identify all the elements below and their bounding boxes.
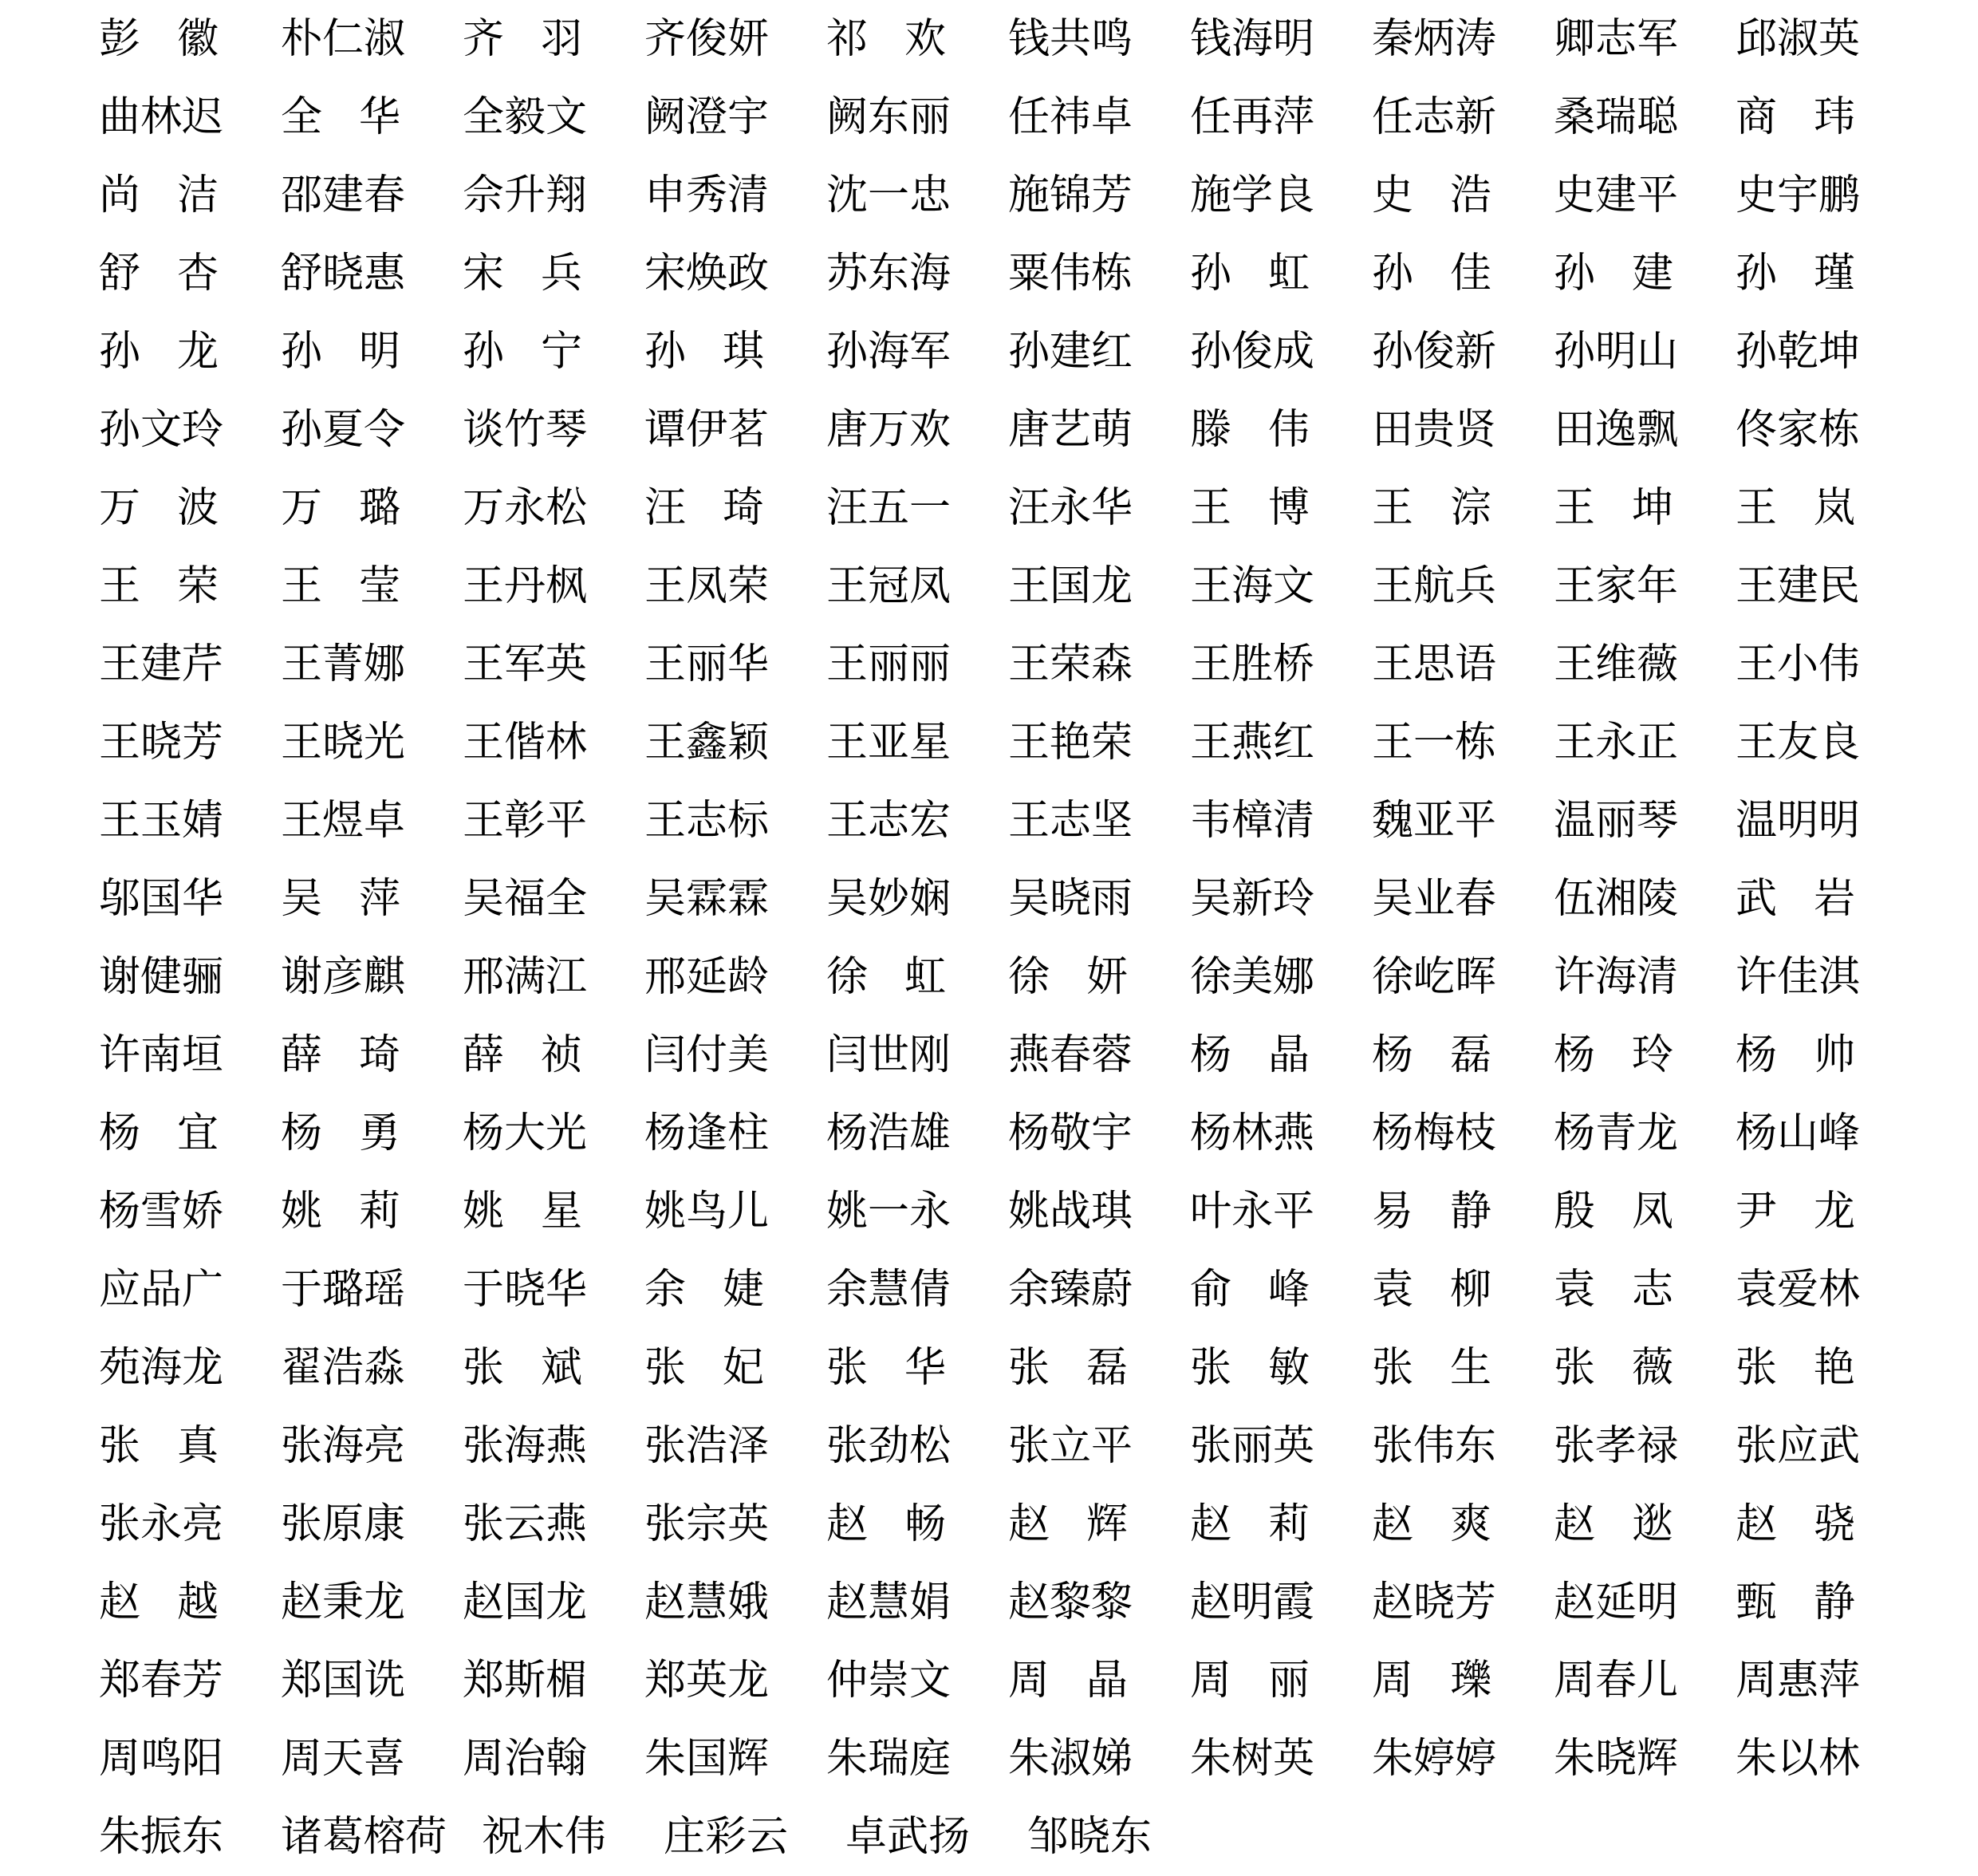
name-entry: 郑国诜 [281,1657,406,1705]
name-entry: 万永松 [463,484,588,532]
name-entry: 杨 晶 [1190,1031,1310,1079]
name-entry: 孙 琪 [644,328,764,376]
name-entry: 张应武 [1736,1422,1861,1470]
name-entry: 张 磊 [1008,1344,1128,1392]
name-entry: 孙建红 [1008,328,1133,376]
name-entry: 齐 羽 [463,15,582,63]
name-entry: 余慧倩 [826,1266,952,1314]
name-entry: 姚战琪 [1008,1188,1133,1236]
name-entry: 邢满江 [463,953,588,1001]
name-entry: 于晓华 [463,1266,588,1314]
name-entry: 阙澄宇 [644,93,770,141]
name-entry: 谢健骊 [99,953,224,1001]
name-entry: 周 丽 [1190,1657,1310,1705]
name-entry: 王航兵 [1372,562,1497,610]
name-entry: 桑瑞聪 [1554,93,1679,141]
name-entry: 尹 龙 [1736,1188,1855,1236]
name-entry: 滕 伟 [1190,406,1310,454]
name-entry: 曲林迟 [99,93,224,141]
name-entry: 王丹枫 [463,562,588,610]
name-entry: 史建平 [1554,171,1679,219]
name-row [0,313,1978,391]
name-entry: 朴仁淑 [281,15,406,63]
name-row [0,469,1978,547]
name-row [0,625,1978,704]
name-entry: 孙 龙 [99,328,219,376]
name-row [0,1094,1978,1172]
name-entry: 赵明霞 [1190,1578,1315,1626]
name-entry: 邬国华 [99,875,224,923]
name-entry: 王晓芳 [99,719,224,767]
name-entry: 佘升翔 [463,171,588,219]
name-entry: 张永亮 [99,1500,224,1548]
name-entry: 王胜桥 [1190,640,1315,688]
name-entry: 郑春芳 [99,1657,224,1705]
name-entry: 孙俊成 [1190,328,1315,376]
name-entry: 王国龙 [1008,562,1133,610]
name-entry: 徐 虹 [826,953,946,1001]
name-row [0,860,1978,938]
name-entry: 燕春蓉 [1008,1031,1133,1079]
name-entry: 舒晓惠 [281,250,406,298]
name-entry: 赵晓芳 [1372,1578,1497,1626]
name-entry: 易 静 [1372,1188,1491,1236]
name-entry: 施锦芳 [1008,171,1133,219]
name-entry: 佟家栋 [1736,406,1861,454]
name-entry: 王海文 [1190,562,1315,610]
name-entry: 徐 妍 [1008,953,1128,1001]
name-row [0,1251,1978,1329]
name-entry: 张海燕 [463,1422,588,1470]
name-entry: 王 博 [1190,484,1310,532]
name-entry: 孙 瑾 [1736,250,1855,298]
name-entry: 王 莹 [281,562,400,610]
name-entry: 秦炳涛 [1372,15,1497,63]
name-entry: 商 玮 [1736,93,1855,141]
name-entry: 王军英 [463,640,588,688]
name-entry: 王亚星 [826,719,952,767]
name-entry: 韦樟清 [1190,797,1315,845]
name-entry: 施学良 [1190,171,1315,219]
name-entry: 全毅文 [463,93,588,141]
name-entry: 杨林燕 [1190,1109,1315,1157]
name-entry: 王家年 [1554,562,1679,610]
name-entry: 殷 凤 [1554,1188,1673,1236]
name-entry: 沈一忠 [826,171,952,219]
name-row [0,391,1978,469]
name-entry: 王燕红 [1190,719,1315,767]
name-entry: 王志标 [644,797,770,845]
name-entry: 张丽英 [1190,1422,1315,1470]
name-entry: 朱淑娣 [1008,1735,1133,1783]
name-row [0,938,1978,1016]
name-entry: 王 岚 [1736,484,1855,532]
name-entry: 任再萍 [1190,93,1315,141]
name-entry: 汪五一 [826,484,952,532]
name-row [0,1172,1978,1251]
name-row [0,547,1978,625]
name-entry: 舒 杏 [99,250,219,298]
name-entry: 邵建春 [281,171,406,219]
name-entry: 朱振东 [99,1813,224,1861]
name-entry: 张 艳 [1736,1344,1855,1392]
name-entry: 庄彩云 [664,1813,789,1861]
name-entry: 王晓光 [281,719,406,767]
name-entry: 王维薇 [1554,640,1679,688]
name-entry: 王建民 [1736,562,1861,610]
name-row [0,1563,1978,1642]
name-entry: 孙 宁 [463,328,582,376]
name-entry: 王丽华 [644,640,770,688]
name-entry: 王玉婧 [99,797,224,845]
name-entry: 魏亚平 [1372,797,1497,845]
name-entry: 王偕林 [463,719,588,767]
name-entry: 赵 骁 [1736,1500,1855,1548]
name-entry: 张宗英 [644,1500,770,1548]
name-entry: 俞 峰 [1190,1266,1310,1314]
name-entry: 杨逢柱 [644,1109,770,1157]
name-entry: 王菁娜 [281,640,406,688]
name-entry: 史宇鹏 [1736,171,1861,219]
name-entry: 余 婕 [644,1266,764,1314]
name-row [0,78,1978,156]
name-entry: 王凤荣 [644,562,770,610]
name-entry: 姚 莉 [281,1188,400,1236]
name-entry: 薛 琦 [281,1031,400,1079]
name-entry: 余臻蔚 [1008,1266,1133,1314]
name-entry: 杨 宜 [99,1109,219,1157]
name-entry: 袁 志 [1554,1266,1673,1314]
name-entry: 赵慧娥 [644,1578,770,1626]
name-entry: 张劲松 [826,1422,952,1470]
name-entry: 田逸飘 [1554,406,1679,454]
name-entry: 王建芹 [99,640,224,688]
name-entry: 王志宏 [826,797,952,845]
name-entry: 谢彦麒 [281,953,406,1001]
name-entry: 许佳淇 [1736,953,1861,1001]
name-entry: 苑海龙 [99,1344,224,1392]
name-row [0,1407,1978,1485]
name-entry: 粟伟栋 [1008,250,1133,298]
name-entry: 许海清 [1554,953,1679,1001]
name-entry: 全 华 [281,93,400,141]
name-entry: 孙明山 [1554,328,1679,376]
name-entry: 张 生 [1372,1344,1491,1392]
name-entry: 郑英龙 [644,1657,770,1705]
name-entry: 邢延龄 [644,953,770,1001]
name-entry: 吴 萍 [281,875,400,923]
name-entry: 闫世刚 [826,1031,952,1079]
name-entry: 杨敬宇 [1008,1109,1133,1157]
name-entry: 吴妙娴 [826,875,952,923]
name-entry: 王志坚 [1008,797,1133,845]
name-entry: 于璐瑶 [281,1266,406,1314]
name-entry: 孙俊新 [1372,328,1497,376]
name-entry: 周天喜 [281,1735,406,1783]
name-entry: 孙 建 [1554,250,1673,298]
name-entry: 赵黎黎 [1008,1578,1133,1626]
name-entry: 朱树英 [1190,1735,1315,1783]
name-entry: 张立平 [1008,1422,1133,1470]
name-row [0,1720,1978,1798]
name-entry: 张 真 [99,1422,219,1470]
name-entry: 姚一永 [826,1188,952,1236]
name-entry: 诸葛榕荷 [281,1813,447,1861]
name-entry: 朱晓辉 [1554,1735,1679,1783]
name-entry: 苏东海 [826,250,952,298]
name-entry: 吴福全 [463,875,588,923]
name-entry: 田贵贤 [1372,406,1497,454]
name-entry: 伍湘陵 [1554,875,1679,923]
name-entry: 杨 磊 [1372,1031,1491,1079]
name-entry: 赵 逖 [1554,1500,1673,1548]
name-row [0,782,1978,860]
name-entry: 王思语 [1372,640,1497,688]
name-entry: 汪永华 [1008,484,1133,532]
name-entry: 朱以林 [1736,1735,1861,1783]
name-entry: 闫付美 [644,1031,770,1079]
name-entry: 袁 柳 [1372,1266,1491,1314]
name-entry: 杨大光 [463,1109,588,1157]
name-entry: 张 敏 [1190,1344,1310,1392]
name-entry: 张 妃 [644,1344,764,1392]
name-entry: 钱海明 [1190,15,1315,63]
name-entry: 孙 虹 [1190,250,1310,298]
name-entry: 王 荣 [99,562,219,610]
name-entry: 王一栋 [1372,719,1497,767]
name-entry: 武 岩 [1736,875,1855,923]
name-entry: 孙海军 [826,328,952,376]
name-entry: 孙文玲 [99,406,224,454]
name-entry: 万 波 [99,484,219,532]
name-entry: 王 坤 [1554,484,1673,532]
name-entry: 阙东丽 [826,93,952,141]
name-entry: 应品广 [99,1266,224,1314]
name-row [0,704,1978,782]
name-entry: 宋焕政 [644,250,770,298]
name-entry: 朱国辉 [644,1735,770,1783]
name-entry: 周 晶 [1008,1657,1128,1705]
name-entry: 宋 兵 [463,250,582,298]
name-entry: 尚 洁 [99,171,219,219]
name-entry: 孙夏令 [281,406,406,454]
name-entry: 张云燕 [463,1500,588,1548]
name-entry: 张浩泽 [644,1422,770,1470]
name-entry: 温丽琴 [1554,797,1679,845]
name-entry: 袁爱林 [1736,1266,1861,1314]
name-entry: 王小伟 [1736,640,1861,688]
name-entry: 赵 畅 [826,1500,946,1548]
name-entry: 史 浩 [1372,171,1491,219]
name-entry: 张 斌 [463,1344,582,1392]
name-entry: 张原康 [281,1500,406,1548]
name-entry: 卓武扬 [845,1813,971,1861]
name-entry: 许南垣 [99,1031,224,1079]
name-entry: 王艳荣 [1008,719,1133,767]
name-entry: 杨青龙 [1554,1109,1679,1157]
name-entry: 卿志军 [1554,15,1679,63]
name-entry: 杨浩雄 [826,1109,952,1157]
name-entry: 徐屹晖 [1372,953,1497,1001]
name-entry: 周鸣阳 [99,1735,224,1783]
name-entry: 赵 爽 [1372,1500,1491,1548]
name-entry: 王煜卓 [281,797,406,845]
name-row [0,1329,1978,1407]
name-entry: 吴霖霖 [644,875,770,923]
name-entry: 王友良 [1736,719,1861,767]
name-row [0,1798,1978,1876]
name-entry: 赵 越 [99,1578,219,1626]
name-entry: 张海亮 [281,1422,406,1470]
name-entry: 任祎卓 [1008,93,1133,141]
name-entry: 王冠凤 [826,562,952,610]
name-entry: 周惠萍 [1736,1657,1861,1705]
name-entry: 甄 静 [1736,1578,1855,1626]
name-entry: 朱婷婷 [1372,1735,1497,1783]
name-entry: 姚鸟儿 [644,1188,770,1236]
name-entry: 姚 星 [463,1188,582,1236]
name-entry: 赵延明 [1554,1578,1679,1626]
name-entry: 叶永平 [1190,1188,1315,1236]
name-entry: 吴业春 [1372,875,1497,923]
name-entry: 邱淑英 [1736,15,1861,63]
name-entry: 张伟东 [1372,1422,1497,1470]
name-entry: 赵慧娟 [826,1578,952,1626]
name-entry: 徐美娜 [1190,953,1315,1001]
name-entry: 钱共鸣 [1008,15,1133,63]
name-entry: 郑斯楣 [463,1657,588,1705]
name-entry: 祝木伟 [482,1813,607,1861]
name-entry: 张孝禄 [1554,1422,1679,1470]
name-row [0,156,1978,235]
name-row [0,235,1978,313]
name-entry: 薛 祯 [463,1031,582,1079]
name-entry: 王 淙 [1372,484,1491,532]
name-row [0,0,1978,78]
name-entry: 谭伊茗 [644,406,770,454]
name-entry: 周春儿 [1554,1657,1679,1705]
name-entry: 翟浩淼 [281,1344,406,1392]
name-entry: 杨 勇 [281,1109,400,1157]
name-entry: 温明明 [1736,797,1861,845]
name-entry: 杨 玲 [1554,1031,1673,1079]
name-entry: 王彰平 [463,797,588,845]
name-entry: 孙 明 [281,328,400,376]
name-row [0,1016,1978,1094]
name-entry: 祁 欢 [826,15,946,63]
name-entry: 彭 徽 [99,15,219,63]
name-entry: 赵秉龙 [281,1578,406,1626]
name-entry: 吴晓雨 [1008,875,1133,923]
name-entry: 赵国龙 [463,1578,588,1626]
name-entry: 王荣森 [1008,640,1133,688]
name-entry: 申秀清 [644,171,770,219]
name-row [0,1642,1978,1720]
name-entry: 张 华 [826,1344,946,1392]
name-entry: 吴新玲 [1190,875,1315,923]
name-entry: 赵 莉 [1190,1500,1310,1548]
name-entry: 周 瓅 [1372,1657,1491,1705]
name-entry: 杨山峰 [1736,1109,1861,1157]
name-entry: 周治翰 [463,1735,588,1783]
name-entry: 谈竹琴 [463,406,588,454]
name-entry: 唐万欢 [826,406,952,454]
name-entry: 孙 佳 [1372,250,1491,298]
name-entry: 汪 琦 [644,484,764,532]
name-entry: 杨雪娇 [99,1188,224,1236]
name-entry: 杨梅枝 [1372,1109,1497,1157]
name-entry: 张 薇 [1554,1344,1673,1392]
name-entry: 王永正 [1554,719,1679,767]
name-entry: 任志新 [1372,93,1497,141]
name-entry: 孙乾坤 [1736,328,1861,376]
name-entry: 朱瑞庭 [826,1735,952,1783]
name-entry: 杨 帅 [1736,1031,1855,1079]
name-entry: 王丽丽 [826,640,952,688]
name-entry: 邹晓东 [1027,1813,1153,1861]
name-entry: 齐俊妍 [644,15,770,63]
name-row [0,1485,1978,1563]
name-entry: 万 璐 [281,484,400,532]
name-entry: 唐艺萌 [1008,406,1133,454]
name-entry: 王鑫颖 [644,719,770,767]
name-entry: 赵 辉 [1008,1500,1128,1548]
name-entry: 仲崇文 [826,1657,952,1705]
